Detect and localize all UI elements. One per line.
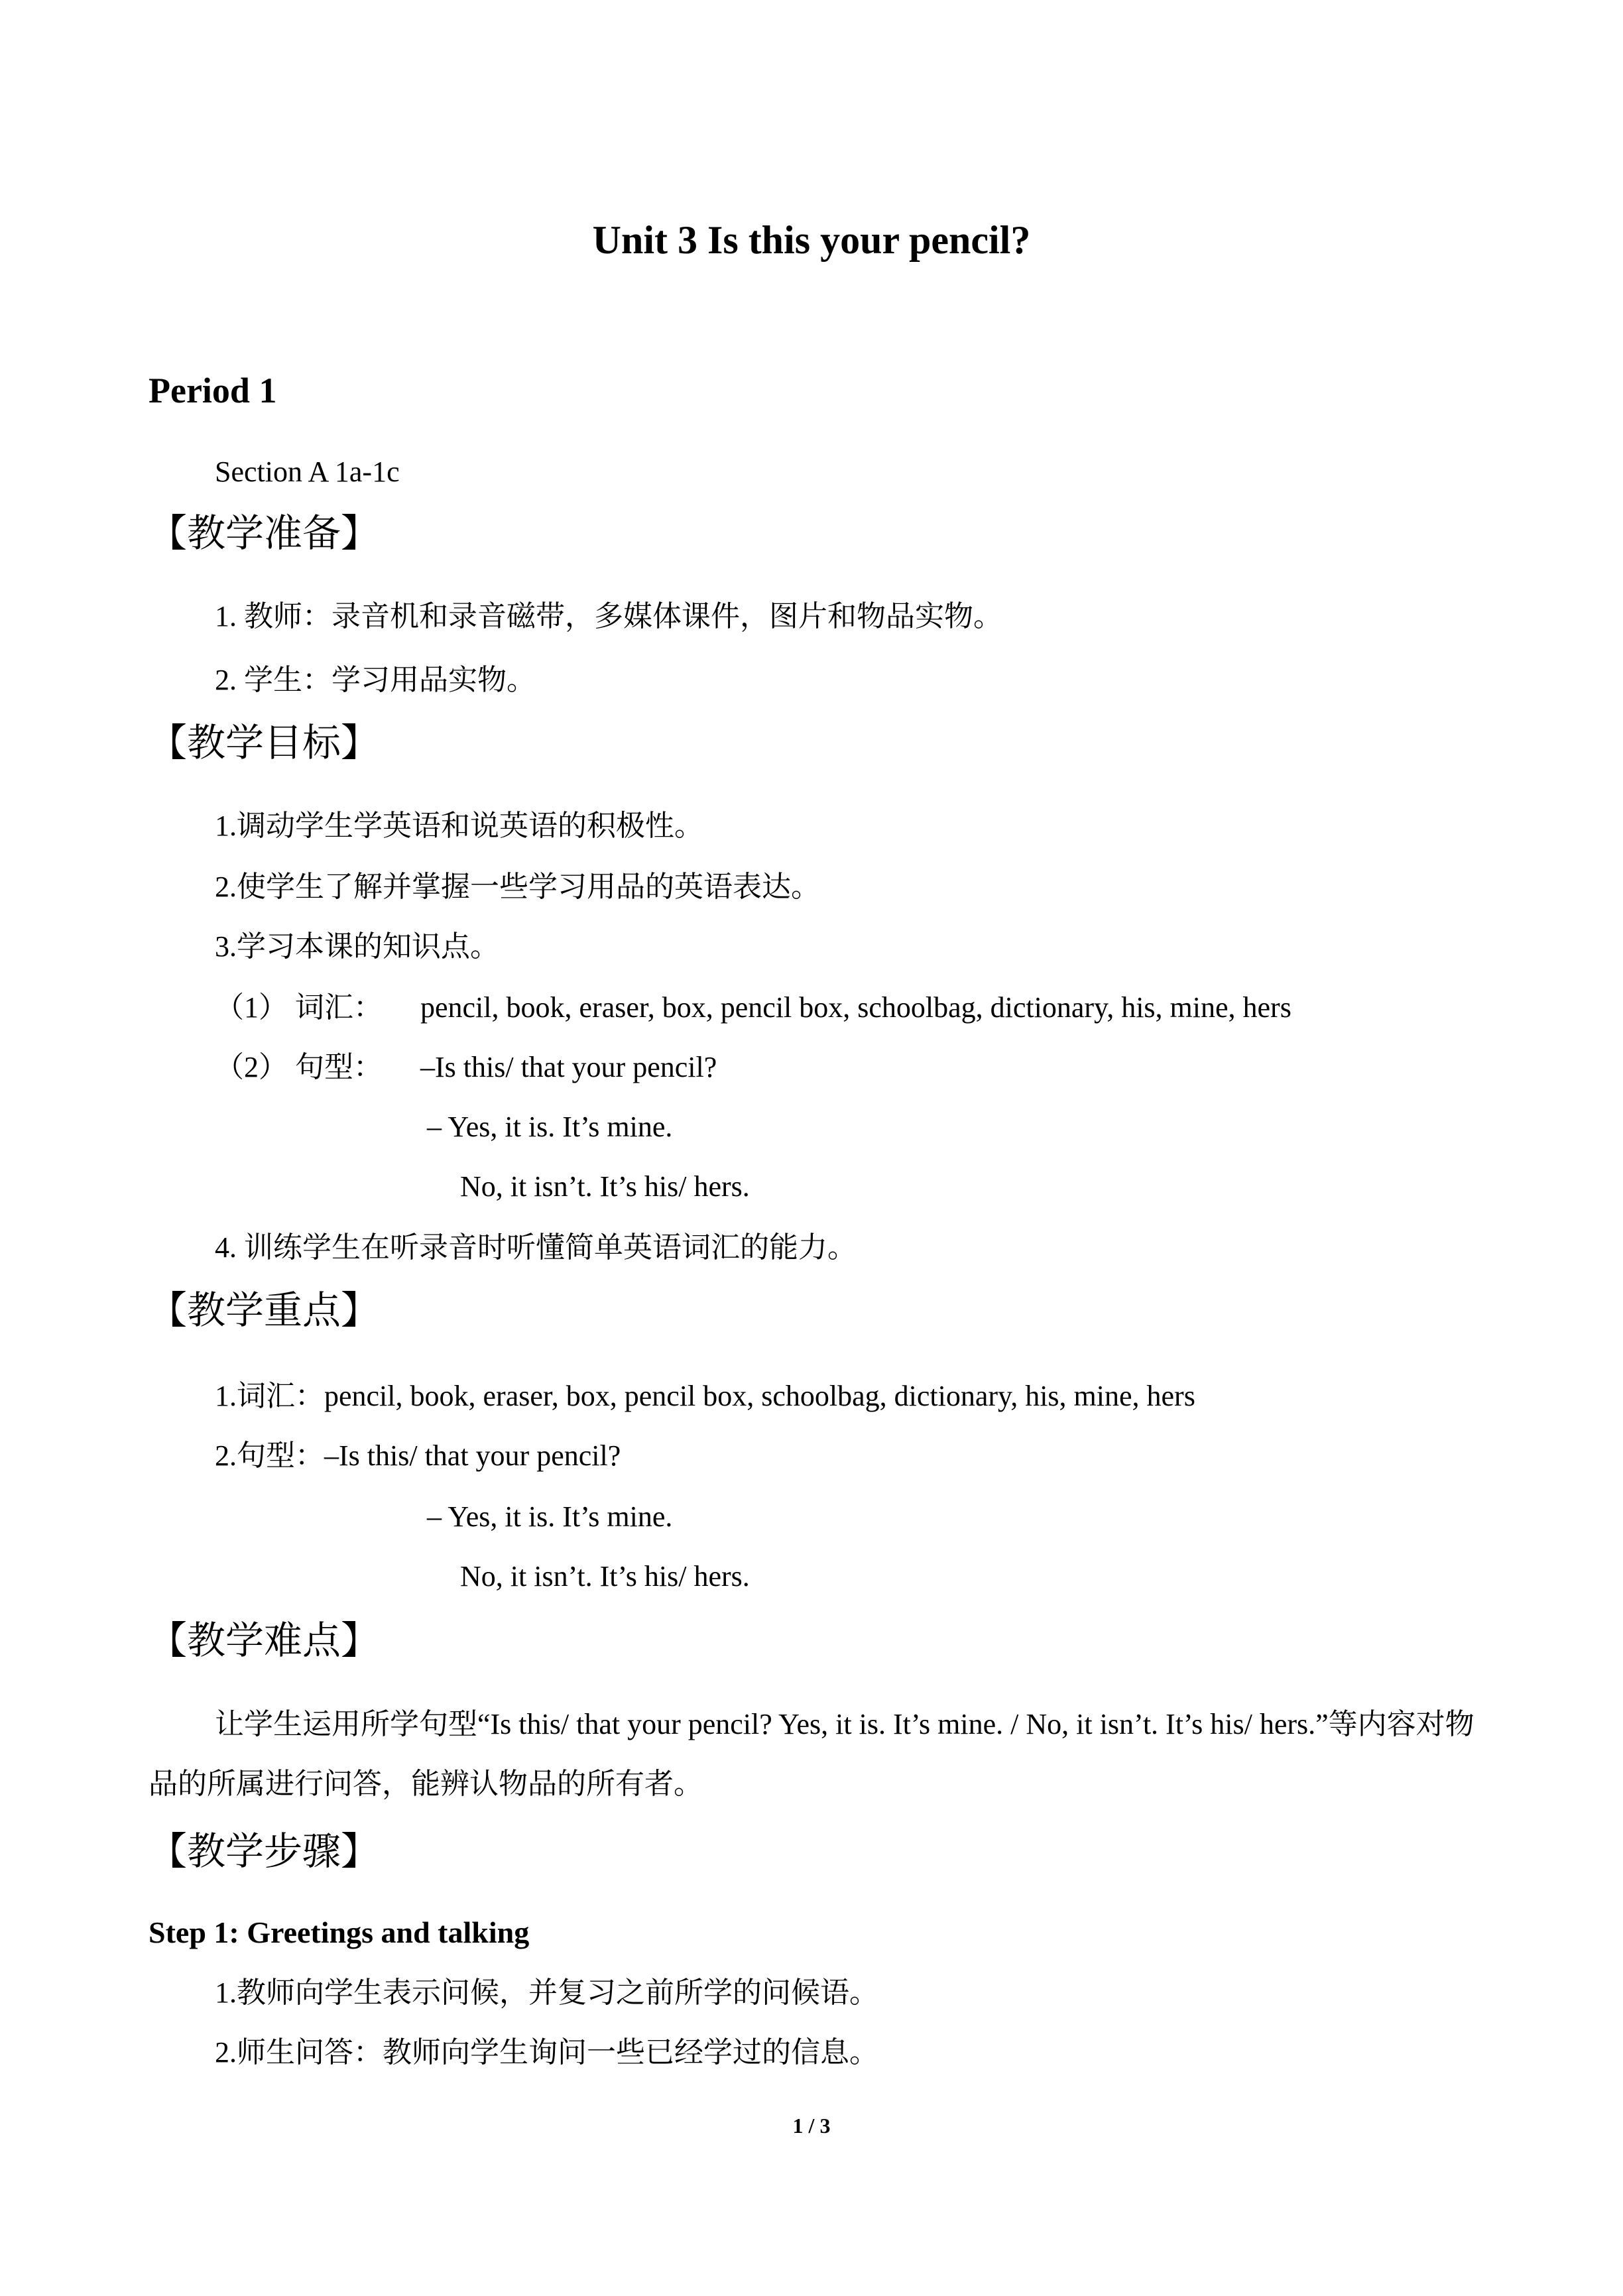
key-pattern-question: 2.句型：–Is this/ that your pencil? — [215, 1439, 621, 1472]
step1-title: Step 1: Greetings and talking — [149, 1915, 530, 1949]
key-vocab: 1.词汇：pencil, book, eraser, box, pencil box, schoolbag, dictionary, his, mine, hers — [215, 1380, 1195, 1412]
goal-vocab-text: pencil, book, eraser, box, pencil box, schoolbag, dictionary, his, mine, hers — [420, 991, 1292, 1024]
goal-item: 2.使学生了解并掌握一些学习用品的英语表达。 — [215, 871, 820, 903]
difficulties-heading: 【教学难点】 — [149, 1619, 380, 1662]
step1-item: 1.教师向学生表示问候，并复习之前所学的问候语。 — [215, 1976, 878, 2009]
key-pattern-answer: No, it isn’t. It’s his/ hers. — [460, 1560, 750, 1593]
goal-pattern-answer: No, it isn’t. It’s his/ hers. — [460, 1170, 750, 1203]
page-number: 1 / 3 — [792, 2114, 831, 2138]
goal-vocab-label: （1） 词汇： — [215, 991, 383, 1024]
period-heading: Period 1 — [149, 371, 277, 410]
difficulties-paragraph: 让学生运用所学句型“Is this/ that your pencil? Yes, it is. It’s mine. / No, it isn’t. It’s his/ hers.”等内容对物品的所属进行问答，能辨认物品的所有者。 — [149, 1708, 1474, 1800]
goal-item: 3.学习本课的知识点。 — [215, 930, 499, 963]
goal-pattern-question: –Is this/ that your pencil? — [420, 1051, 717, 1083]
goal-pattern-label: （2） 句型： — [215, 1051, 383, 1083]
steps-heading: 【教学步骤】 — [149, 1830, 380, 1873]
prep-item: 1. 教师：录音机和录音磁带，多媒体课件，图片和物品实物。 — [215, 600, 1002, 633]
prep-heading: 【教学准备】 — [149, 512, 380, 555]
prep-item: 2. 学生：学习用品实物。 — [215, 664, 536, 696]
goal-pattern-answer: – Yes, it is. It’s mine. — [427, 1111, 673, 1143]
key-points-heading: 【教学重点】 — [149, 1289, 380, 1332]
section-label: Section A 1a-1c — [215, 455, 400, 488]
goals-heading: 【教学目标】 — [149, 721, 380, 764]
key-pattern-answer: – Yes, it is. It’s mine. — [427, 1500, 673, 1533]
step1-item: 2.师生问答：教师向学生询问一些已经学过的信息。 — [215, 2036, 878, 2069]
page-title: Unit 3 Is this your pencil? — [592, 218, 1031, 262]
goal-item: 1.调动学生学英语和说英语的积极性。 — [215, 810, 703, 842]
goal-item: 4. 训练学生在听录音时听懂简单英语词汇的能力。 — [215, 1231, 857, 1264]
